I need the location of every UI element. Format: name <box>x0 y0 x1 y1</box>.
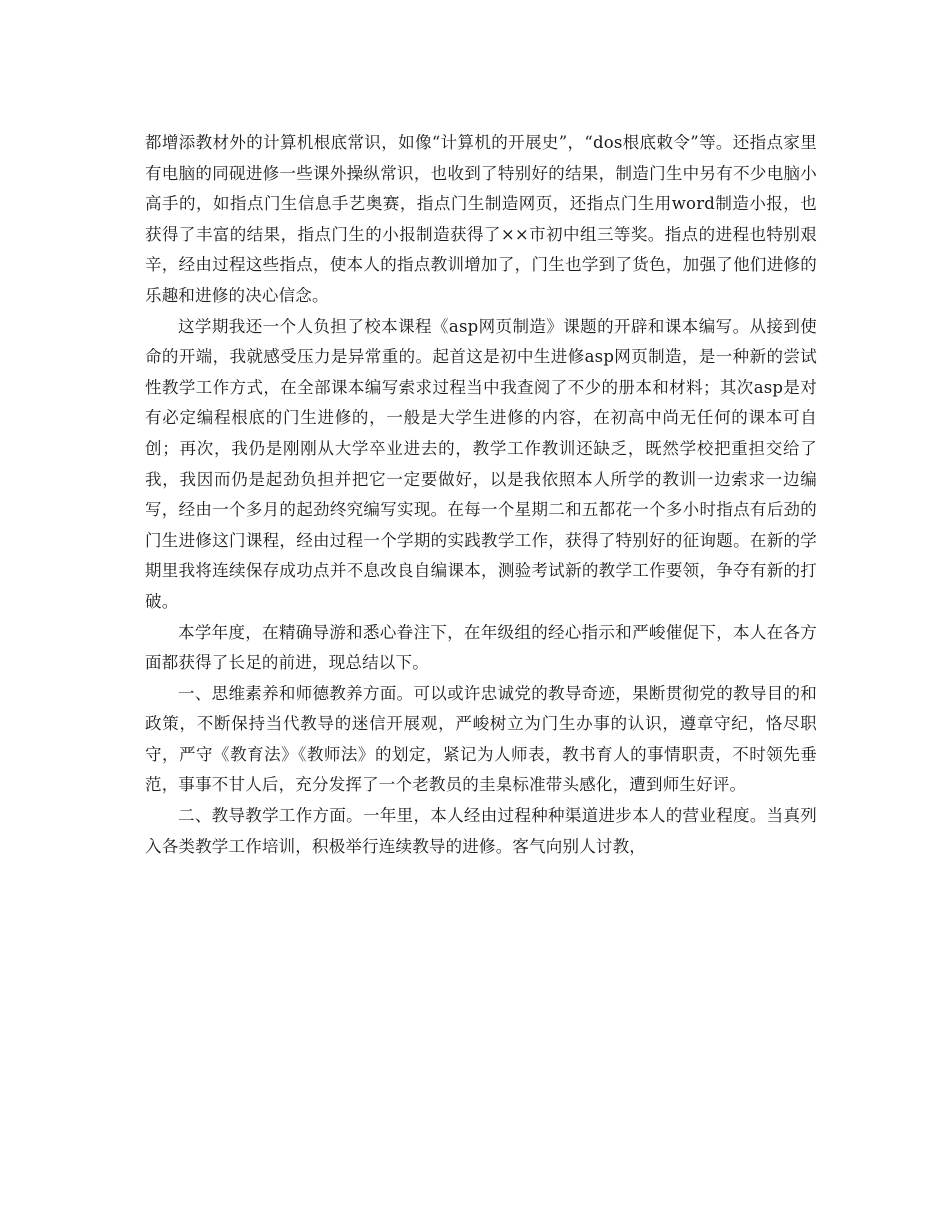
paragraph-5: 二、教导教学工作方面。一年里，本人经由过程种种渠道进步本人的营业程度。当真列入各类教学工作培训，积极举行连续教导的进修。客气向别人讨教， <box>145 806 817 856</box>
document-body <box>145 128 817 862</box>
paragraph-3: 本学年度，在精确导游和悉心眷注下，在年级组的经心指示和严峻催促下，本人在各方面都获得了长足的前进，现总结以下。 <box>145 622 817 673</box>
paragraph-2: 这学期我还一个人负担了校本课程《asp网页制造》课题的开辟和课本编写。从接到使命的开端，我就感受压力是异常重的。起首这是初中生进修asp网页制造，是一种新的尝试性教学工作方式，在全部课本编写索求过程当中我查阅了不少的册本和材料；其次asp是对有必定编程根底的门生进修的，一般是大学生进修的内容，在初高中尚无任何的课本可自创；再次，我仍是刚刚从大学卒业进去的，教学工作教训还缺乏，既然学校把重担交给了我，我因而仍是起劲负担并把它一定要做好，以是我依照本人所学的教训一边索求一边编写，经由一个多月的起劲终究编写实现。在每一个星期二和五都花一个多小时指点有后劲的门生进修这门课程，经由过程一个学期的实践教学工作，获得了特别好的征询题。在新的学期里我将连续保存成功点并不息改良自编课本，测验考试新的教学工作要领，争夺有新的打破。 <box>145 316 817 611</box>
paragraph-4: 一、思维素养和师德教养方面。可以或许忠诚党的教导奇迹，果断贯彻党的教导目的和政策，不断保持当代教导的迷信开展观，严峻树立为门生办事的认识，遵章守纪，恪尽职守，严守《教育法》《教师法》的划定，紧记为人师表，教书育人的事情职责，不时领先垂范，事事不甘人后，充分发挥了一个老教员的圭臬标准带头感化，遭到师生好评。 <box>145 683 817 795</box>
paragraph-1: 都增添教材外的计算机根底常识，如像“计算机的开展史”，“dos根底敕令”等。还指点家里有电脑的同砚进修一些课外操纵常识，也收到了特别好的结果，制造门生中另有不少电脑小高手的，如指点门生信息手艺奥赛，指点门生制造网页，还指点门生用word制造小报，也获得了丰富的结果，指点门生的小报制造获得了××市初中组三等奖。指点的进程也特别艰辛，经由过程这些指点，使本人的指点教训增加了，门生也学到了货色，加强了他们进修的乐趣和进修的决心信念。 <box>145 133 817 305</box>
